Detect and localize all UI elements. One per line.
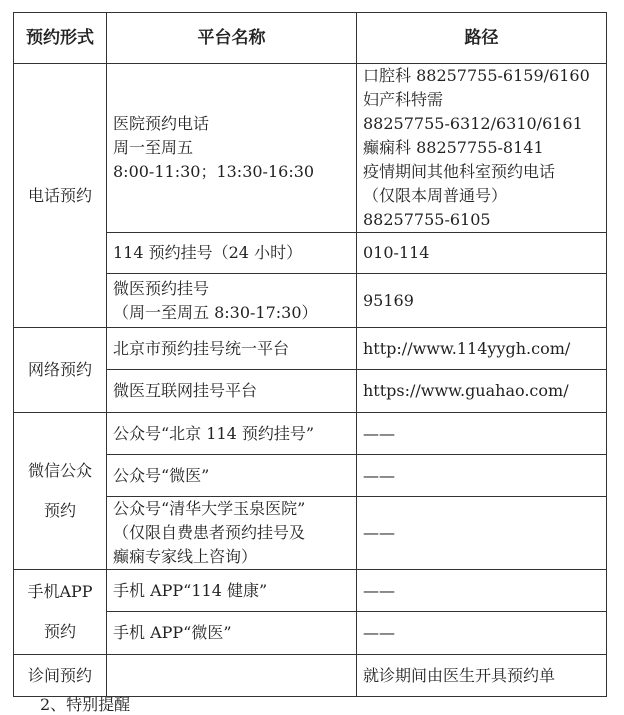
text-line: （周一至周五 8:30-17:30） — [113, 302, 318, 322]
path-link[interactable]: http://www.114yygh.com/ — [357, 328, 607, 370]
appointment-table — [13, 12, 607, 697]
platform-name — [107, 64, 357, 233]
header-platform: 平台名称 — [107, 13, 357, 64]
path-cell: 010-114 — [357, 233, 607, 274]
platform-name: 公众号“微医” — [107, 455, 357, 497]
platform-name: 手机 APP“微医” — [107, 612, 357, 655]
table-row — [14, 655, 607, 697]
table-row — [14, 570, 607, 612]
path-cell — [357, 64, 607, 233]
text-line: 公众号“清华大学玉泉医院” — [113, 499, 306, 518]
text-line: 癫痫科 88257755-8141 — [363, 138, 544, 157]
path-link[interactable]: https://www.guahao.com/ — [357, 370, 607, 413]
path-cell: —— — [357, 612, 607, 655]
text-line: 手机APP — [27, 582, 93, 601]
header-form: 预约形式 — [14, 13, 107, 64]
platform-name: 北京市预约挂号统一平台 — [107, 328, 357, 370]
header-path: 路径 — [357, 13, 607, 64]
group-app — [14, 570, 107, 655]
group-wechat — [14, 413, 107, 570]
platform-name: 公众号“北京 114 预约挂号” — [107, 413, 357, 455]
path-cell: —— — [357, 413, 607, 455]
text-line: 88257755-6312/6310/6161 — [363, 114, 583, 133]
text-line: 口腔科 88257755-6159/6160 — [363, 66, 590, 85]
group-web: 网络预约 — [14, 328, 107, 413]
text-line: 妇产科特需 — [363, 90, 444, 109]
text-line: 88257755-6105 — [363, 210, 491, 229]
platform-name: 微医互联网挂号平台 — [107, 370, 357, 413]
text-line: 周一至周五 — [113, 138, 194, 157]
table-row — [14, 413, 607, 455]
path-cell: —— — [357, 455, 607, 497]
footer-note: 2、特别提醒 — [40, 695, 131, 714]
platform-name — [107, 497, 357, 570]
text-line: 8:00-11:30；13:30-16:30 — [113, 162, 315, 181]
text-line: （仅限自费患者预约挂号及 — [113, 523, 306, 542]
text-line: 微信公众 — [27, 461, 92, 480]
platform-name: 114 预约挂号（24 小时） — [107, 233, 357, 274]
path-cell: —— — [357, 570, 607, 612]
text-line: 微医预约挂号 — [113, 278, 210, 298]
text-line: 预约 — [43, 501, 76, 520]
text-line: 疫情期间其他科室预约电话 — [363, 162, 556, 181]
table-row — [14, 328, 607, 370]
table-header-row — [14, 13, 607, 64]
text-line: 癫痫专家线上咨询） — [113, 547, 258, 566]
text-line: （仅限本周普通号） — [363, 186, 508, 205]
table-row — [14, 64, 607, 233]
text-line: 医院预约电话 — [113, 114, 210, 133]
platform-name: 手机 APP“114 健康” — [107, 570, 357, 612]
path-cell: 95169 — [357, 274, 607, 328]
group-phone: 电话预约 — [14, 64, 107, 328]
path-cell: 就诊期间由医生开具预约单 — [357, 655, 607, 697]
path-cell: —— — [357, 497, 607, 570]
platform-name — [107, 274, 357, 328]
platform-name — [107, 655, 357, 697]
text-line: 预约 — [43, 622, 76, 641]
group-clinic: 诊间预约 — [14, 655, 107, 697]
